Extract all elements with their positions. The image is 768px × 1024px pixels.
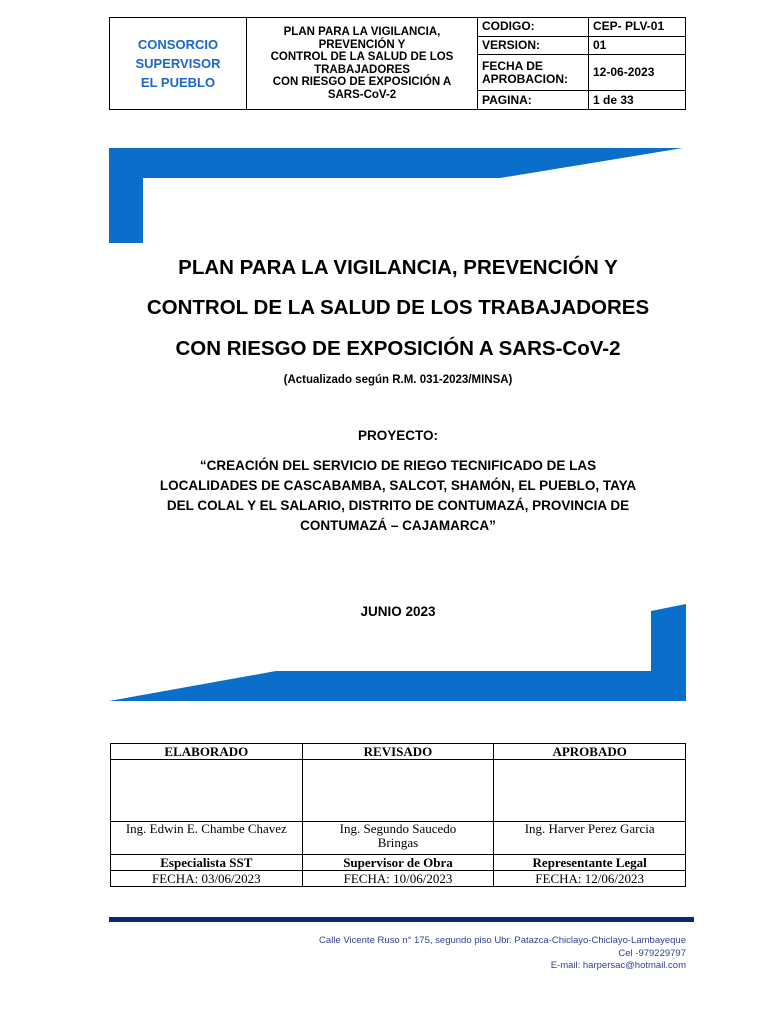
signature-table xyxy=(110,743,686,887)
top-banner-shape xyxy=(109,148,683,243)
organization-name: CONSORCIO SUPERVISOR EL PUEBLO xyxy=(110,18,247,110)
reviewed-by-name: Ing. Segundo Saucedo Bringas xyxy=(302,822,494,855)
reviewed-header: REVISADO xyxy=(302,744,494,760)
approved-role: Representante Legal xyxy=(494,855,686,871)
elaborated-by-name: Ing. Edwin E. Chambe Chavez xyxy=(111,822,303,855)
signature-box-approved xyxy=(494,760,686,822)
footer-contact xyxy=(186,935,686,973)
signature-box-elaborated xyxy=(111,760,303,822)
update-note: (Actualizado según R.M. 031-2023/MINSA) xyxy=(283,374,513,386)
page-label: PAGINA: xyxy=(478,91,589,110)
elaborated-date: FECHA: 03/06/2023 xyxy=(111,871,303,887)
footer-phone: Cel -979229797 xyxy=(618,947,686,959)
elaborated-role: Especialista SST xyxy=(111,855,303,871)
elaborated-header: ELABORADO xyxy=(111,744,303,760)
footer-address: Calle Vicente Ruso n° 175, segundo piso Ubr. Patazca-Chiclayo-Chiclayo-Lambayeque xyxy=(319,935,686,946)
code-value: CEP- PLV-01 xyxy=(589,18,686,37)
project-heading: PROYECTO: xyxy=(357,428,438,443)
main-title-line-1: PLAN PARA LA VIGILANCIA, PREVENCIÓN Y xyxy=(178,256,618,279)
main-title-line-2: CONTROL DE LA SALUD DE LOS TRABAJADORES xyxy=(146,296,650,319)
header-document-title: PLAN PARA LA VIGILANCIA, PREVENCIÓN Y CONTROL DE LA SALUD DE LOS TRABAJADORES CON RIESGO DE EXPOSICIÓN A SARS-CoV-2 xyxy=(247,18,478,110)
footer-divider xyxy=(109,917,694,922)
page-value: 1 de 33 xyxy=(589,91,686,110)
code-label: CODIGO: xyxy=(478,18,589,37)
main-title-line-3: CON RIESGO DE EXPOSICIÓN A SARS-CoV-2 xyxy=(175,337,621,360)
approved-by-name: Ing. Harver Perez Garcia xyxy=(494,822,686,855)
approved-header: APROBADO xyxy=(494,744,686,760)
signature-box-reviewed xyxy=(302,760,494,822)
version-value: 01 xyxy=(589,36,686,55)
approved-date: FECHA: 12/06/2023 xyxy=(494,871,686,887)
approval-date-label: FECHA DE APROBACION: xyxy=(478,55,589,91)
version-label: VERSION: xyxy=(478,36,589,55)
footer-email: E-mail: harpersac@hotmail.com xyxy=(550,960,686,971)
reviewed-date: FECHA: 10/06/2023 xyxy=(302,871,494,887)
reviewed-role: Supervisor de Obra xyxy=(302,855,494,871)
project-description: “CREACIÓN DEL SERVICIO DE RIEGO TECNIFICADO DE LAS LOCALIDADES DE CASCABAMBA, SALCOT, SHAMÓN, EL PUEBLO, TAYA DEL COLAL Y EL SALARIO, DISTRITO DE CONTUMAZÁ, PROVINCIA DE CONTUMAZÁ – CAJAMARCA” xyxy=(159,458,637,533)
document-date: JUNIO 2023 xyxy=(360,604,436,619)
approval-date-value: 12-06-2023 xyxy=(589,55,686,91)
